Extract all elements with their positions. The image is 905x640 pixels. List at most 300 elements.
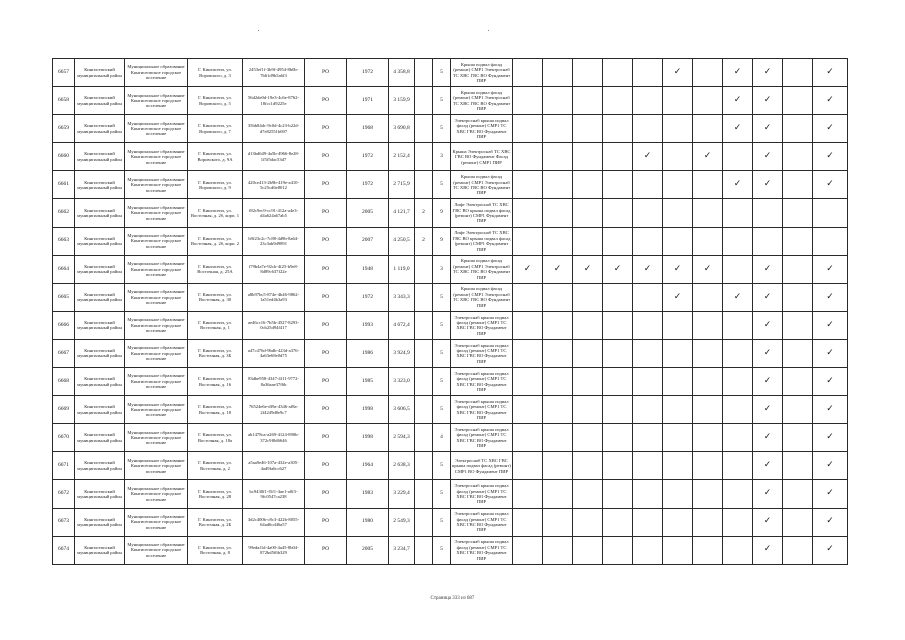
- checkmark-cell: [723, 339, 753, 367]
- works-list-cell: Электроснаб крыша подвал фасад (ремонт) СМР1 ТС ХВС ГВС ВО Фундамент ПИР: [451, 396, 513, 424]
- checkmark-cell: [783, 536, 813, 564]
- fias-code-cell: a8b97bc5-874e-4b46-9862-1a51ed4b3a93: [243, 283, 305, 311]
- fias-code-cell: f79b4a7e-92cb-4f25-b9e8-8d89c637f22e: [243, 255, 305, 283]
- table-row: [53, 143, 848, 171]
- checkmark-cell: ✓: [813, 480, 848, 508]
- register-table-container: [52, 58, 847, 565]
- address-cell: Г. Кингисепп, ул. Восточная, д. 2: [188, 452, 243, 480]
- checkmark-cell: [633, 536, 663, 564]
- checkmark-cell: [513, 368, 543, 396]
- address-cell: Г. Кингисепп, ул. Восточная, д. 18: [188, 396, 243, 424]
- checkmark-cell: [513, 59, 543, 87]
- checkmark-cell: [573, 452, 603, 480]
- works-list-cell: Крыша подвал фасад (ремонт) СМР1 Электроснаб ТС ХВС ГВС ВО Фундамент ПИР: [451, 255, 513, 283]
- checkmark-cell: [543, 536, 573, 564]
- checkmark-cell: [603, 115, 633, 143]
- entrances-cell: 9: [433, 227, 451, 255]
- row-number: 6672: [53, 480, 75, 508]
- checkmark-cell: [573, 143, 603, 171]
- table-row: [53, 171, 848, 199]
- municipality-cell: Муниципальное образование Кингисеппское городское поселение: [125, 171, 188, 199]
- municipality-cell: Муниципальное образование Кингисеппское городское поселение: [125, 508, 188, 536]
- checkmark-cell: ✓: [753, 143, 783, 171]
- fund-form-cell: РО: [305, 199, 347, 227]
- row-number: 6657: [53, 59, 75, 87]
- checkmark-cell: [603, 283, 633, 311]
- build-year-cell: 1986: [347, 339, 389, 367]
- checkmark-cell: ✓: [513, 255, 543, 283]
- checkmark-cell: ✓: [723, 59, 753, 87]
- fund-form-cell: РО: [305, 424, 347, 452]
- fund-form-cell: РО: [305, 452, 347, 480]
- fund-form-cell: РО: [305, 283, 347, 311]
- entrances-cell: 5: [433, 283, 451, 311]
- fund-form-cell: РО: [305, 171, 347, 199]
- works-list-cell: Электроснаб крыша подвал фасад (ремонт) СМР1 ТС ХВС ГВС ВО Фундамент ПИР: [451, 115, 513, 143]
- checkmark-cell: [693, 87, 723, 115]
- district-cell: Кингисеппский муниципальный район: [75, 199, 125, 227]
- fias-code-cell: bc9430f1-f5f1-4ae1-a0f3-9fc0547ca238: [243, 480, 305, 508]
- checkmark-cell: ✓: [813, 59, 848, 87]
- row-number: 6663: [53, 227, 75, 255]
- lifts-cell: [415, 59, 433, 87]
- address-cell: Г. Кингисепп, ул. Восточная, д. 28: [188, 480, 243, 508]
- table-row: [53, 396, 848, 424]
- checkmark-cell: [573, 311, 603, 339]
- fias-code-cell: a5aa9e46-107a-432e-a305-4ad9fa6cc627: [243, 452, 305, 480]
- checkmark-cell: [513, 311, 543, 339]
- checkmark-cell: [573, 480, 603, 508]
- checkmark-cell: [753, 227, 783, 255]
- municipality-cell: Муниципальное образование Кингисеппское городское поселение: [125, 283, 188, 311]
- checkmark-cell: [633, 283, 663, 311]
- checkmark-cell: [543, 508, 573, 536]
- entrances-cell: 5: [433, 368, 451, 396]
- address-cell: Г. Кингисепп, ул. Восточная, д. 18а: [188, 424, 243, 452]
- district-cell: Кингисеппский муниципальный район: [75, 452, 125, 480]
- checkmark-cell: [693, 396, 723, 424]
- area-cell: 4 121,7: [389, 199, 415, 227]
- lifts-cell: [415, 508, 433, 536]
- checkmark-cell: ✓: [723, 115, 753, 143]
- checkmark-cell: ✓: [753, 255, 783, 283]
- checkmark-cell: ✓: [543, 255, 573, 283]
- checkmark-cell: [663, 339, 693, 367]
- checkmark-cell: [633, 87, 663, 115]
- checkmark-cell: [603, 536, 633, 564]
- checkmark-cell: [693, 115, 723, 143]
- entrances-cell: 5: [433, 87, 451, 115]
- fund-form-cell: РО: [305, 87, 347, 115]
- checkmark-cell: ✓: [813, 87, 848, 115]
- table-row: [53, 227, 848, 255]
- checkmark-cell: [513, 508, 543, 536]
- row-number: 6666: [53, 311, 75, 339]
- checkmark-cell: [783, 143, 813, 171]
- lifts-cell: 2: [415, 227, 433, 255]
- entrances-cell: 3: [433, 143, 451, 171]
- fund-form-cell: РО: [305, 480, 347, 508]
- checkmark-cell: [603, 396, 633, 424]
- checkmark-cell: [783, 171, 813, 199]
- area-cell: 3 690,8: [389, 115, 415, 143]
- entrances-cell: 9: [433, 199, 451, 227]
- row-number: 6661: [53, 171, 75, 199]
- build-year-cell: 1964: [347, 452, 389, 480]
- checkmark-cell: [513, 87, 543, 115]
- checkmark-cell: ✓: [663, 255, 693, 283]
- entrances-cell: 5: [433, 59, 451, 87]
- district-cell: Кингисеппский муниципальный район: [75, 424, 125, 452]
- checkmark-cell: [573, 508, 603, 536]
- district-cell: Кингисеппский муниципальный район: [75, 311, 125, 339]
- fias-code-cell: f82c9ec9-cc91-412a-a4e3-d4a624a67ab5: [243, 199, 305, 227]
- works-list-cell: Лифт Электроснаб ТС ХВС ГВС ВО крыша подвал фасад (ремонт) СМР1 Фундамент ПИР: [451, 199, 513, 227]
- table-row: [53, 508, 848, 536]
- checkmark-cell: ✓: [753, 171, 783, 199]
- checkmark-cell: ✓: [753, 508, 783, 536]
- municipality-cell: Муниципальное образование Кингисеппское городское поселение: [125, 59, 188, 87]
- entrances-cell: 5: [433, 536, 451, 564]
- lifts-cell: [415, 536, 433, 564]
- checkmark-cell: ✓: [813, 424, 848, 452]
- table-row: [53, 339, 848, 367]
- checkmark-cell: [603, 311, 633, 339]
- checkmark-cell: [693, 536, 723, 564]
- checkmark-cell: [543, 396, 573, 424]
- checkmark-cell: [783, 115, 813, 143]
- entrances-cell: 5: [433, 115, 451, 143]
- area-cell: 3 606,5: [389, 396, 415, 424]
- checkmark-cell: [663, 368, 693, 396]
- checkmark-cell: [723, 536, 753, 564]
- checkmark-cell: [693, 368, 723, 396]
- checkmark-cell: [693, 508, 723, 536]
- checkmark-cell: [813, 227, 848, 255]
- checkmark-cell: [753, 199, 783, 227]
- address-cell: Г. Кингисепп, ул. Воровского, д. 9А: [188, 143, 243, 171]
- table-row: [53, 424, 848, 452]
- checkmark-cell: [633, 424, 663, 452]
- checkmark-cell: ✓: [813, 452, 848, 480]
- checkmark-cell: [783, 508, 813, 536]
- area-cell: 3 343,3: [389, 283, 415, 311]
- checkmark-cell: ✓: [813, 536, 848, 564]
- checkmark-cell: ✓: [753, 368, 783, 396]
- build-year-cell: 1983: [347, 480, 389, 508]
- checkmark-cell: [783, 424, 813, 452]
- checkmark-cell: [813, 199, 848, 227]
- address-cell: Г. Кингисепп, ул. Восточная, д. 3Б: [188, 339, 243, 367]
- checkmark-cell: [633, 115, 663, 143]
- checkmark-cell: [723, 508, 753, 536]
- municipality-cell: Муниципальное образование Кингисеппское городское поселение: [125, 368, 188, 396]
- checkmark-cell: ✓: [753, 424, 783, 452]
- checkmark-cell: [573, 283, 603, 311]
- checkmark-cell: [603, 143, 633, 171]
- fias-code-cell: ab1478ca-a269-4124-890b-372c9f8d6646: [243, 424, 305, 452]
- checkmark-cell: [543, 339, 573, 367]
- checkmark-cell: [513, 199, 543, 227]
- checkmark-cell: ✓: [813, 283, 848, 311]
- checkmark-cell: [663, 87, 693, 115]
- checkmark-cell: [663, 227, 693, 255]
- area-cell: 3 924,9: [389, 339, 415, 367]
- works-list-cell: Электроснаб крыша подвал фасад (ремонт) СМР1 ТС ХВС ГВС ВО Фундамент ПИР: [451, 536, 513, 564]
- area-cell: 4 250,5: [389, 227, 415, 255]
- fund-form-cell: РО: [305, 115, 347, 143]
- area-cell: 2 715,9: [389, 171, 415, 199]
- page-footer: Страница 333 из 687: [430, 596, 475, 601]
- address-cell: Г. Кингисепп, ул. Восточная, д. 1: [188, 311, 243, 339]
- entrances-cell: 5: [433, 508, 451, 536]
- entrances-cell: 5: [433, 171, 451, 199]
- area-cell: 3 234,7: [389, 536, 415, 564]
- checkmark-cell: ✓: [633, 143, 663, 171]
- address-cell: Г. Кингисепп, ул. Восточная, д. 8: [188, 536, 243, 564]
- checkmark-cell: [633, 311, 663, 339]
- lifts-cell: [415, 452, 433, 480]
- municipality-cell: Муниципальное образование Кингисеппское городское поселение: [125, 227, 188, 255]
- fias-code-cell: 99edaf1d-4a00-4a45-8b04-872bd5f6b329: [243, 536, 305, 564]
- address-cell: Г. Кингисепп, ул. Воровского, д. 7: [188, 115, 243, 143]
- checkmark-cell: [513, 396, 543, 424]
- row-number: 6664: [53, 255, 75, 283]
- checkmark-cell: [693, 452, 723, 480]
- checkmark-cell: ✓: [813, 339, 848, 367]
- checkmark-cell: [543, 227, 573, 255]
- checkmark-cell: [603, 199, 633, 227]
- checkmark-cell: [723, 311, 753, 339]
- row-number: 6673: [53, 508, 75, 536]
- district-cell: Кингисеппский муниципальный район: [75, 171, 125, 199]
- checkmark-cell: [723, 255, 753, 283]
- checkmark-cell: ✓: [813, 396, 848, 424]
- checkmark-cell: ✓: [753, 452, 783, 480]
- lifts-cell: [415, 368, 433, 396]
- build-year-cell: 1972: [347, 171, 389, 199]
- fias-code-cell: 35bb84dc-9c0d-4c23-b22d-d7e82551b697: [243, 115, 305, 143]
- build-year-cell: 1985: [347, 368, 389, 396]
- municipality-cell: Муниципальное образование Кингисеппское городское поселение: [125, 87, 188, 115]
- checkmark-cell: [633, 199, 663, 227]
- checkmark-cell: ✓: [813, 115, 848, 143]
- checkmark-cell: [693, 480, 723, 508]
- checkmark-cell: [513, 424, 543, 452]
- row-number: 6674: [53, 536, 75, 564]
- checkmark-cell: [663, 452, 693, 480]
- checkmark-cell: [573, 424, 603, 452]
- checkmark-cell: ✓: [633, 255, 663, 283]
- checkmark-cell: ✓: [663, 59, 693, 87]
- checkmark-cell: [573, 171, 603, 199]
- checkmark-cell: [513, 283, 543, 311]
- checkmark-cell: [543, 452, 573, 480]
- checkmark-cell: [723, 199, 753, 227]
- fund-form-cell: РО: [305, 396, 347, 424]
- table-row: [53, 255, 848, 283]
- area-cell: 2 594,3: [389, 424, 415, 452]
- checkmark-cell: [543, 424, 573, 452]
- area-cell: 3 229,4: [389, 480, 415, 508]
- table-row: [53, 480, 848, 508]
- checkmark-cell: [693, 199, 723, 227]
- scan-speck: [488, 30, 489, 31]
- checkmark-cell: [603, 339, 633, 367]
- housing-register-table: [52, 58, 848, 565]
- checkmark-cell: [513, 227, 543, 255]
- row-number: 6659: [53, 115, 75, 143]
- checkmark-cell: ✓: [753, 339, 783, 367]
- checkmark-cell: [633, 508, 663, 536]
- district-cell: Кингисеппский муниципальный район: [75, 59, 125, 87]
- municipality-cell: Муниципальное образование Кингисеппское городское поселение: [125, 536, 188, 564]
- checkmark-cell: [693, 283, 723, 311]
- row-number: 6660: [53, 143, 75, 171]
- checkmark-cell: ✓: [723, 87, 753, 115]
- checkmark-cell: [723, 368, 753, 396]
- municipality-cell: Муниципальное образование Кингисеппское городское поселение: [125, 480, 188, 508]
- district-cell: Кингисеппский муниципальный район: [75, 339, 125, 367]
- table-row: [53, 452, 848, 480]
- checkmark-cell: ✓: [693, 255, 723, 283]
- checkmark-cell: [633, 480, 663, 508]
- checkmark-cell: [693, 339, 723, 367]
- works-list-cell: Электроснаб ТС ХВС ГВС крыша подвал фасад (ремонт) СМР1 ВО Фундамент ПИР: [451, 452, 513, 480]
- checkmark-cell: [783, 339, 813, 367]
- district-cell: Кингисеппский муниципальный район: [75, 368, 125, 396]
- row-number: 6665: [53, 283, 75, 311]
- entrances-cell: 4: [433, 424, 451, 452]
- row-number: 6667: [53, 339, 75, 367]
- address-cell: Г. Кингисепп, ул. Восточная, д. 16: [188, 368, 243, 396]
- entrances-cell: 5: [433, 480, 451, 508]
- table-row: [53, 115, 848, 143]
- checkmark-cell: ✓: [693, 143, 723, 171]
- checkmark-cell: ✓: [753, 311, 783, 339]
- table-row: [53, 199, 848, 227]
- build-year-cell: 2005: [347, 199, 389, 227]
- checkmark-cell: [573, 396, 603, 424]
- checkmark-cell: [663, 171, 693, 199]
- fund-form-cell: РО: [305, 255, 347, 283]
- checkmark-cell: [543, 115, 573, 143]
- checkmark-cell: ✓: [753, 59, 783, 87]
- checkmark-cell: [543, 368, 573, 396]
- checkmark-cell: [783, 59, 813, 87]
- works-list-cell: Электроснаб крыша подвал фасад (ремонт) СМР1 ТС ХВС ГВС ВО Фундамент ПИР: [451, 368, 513, 396]
- district-cell: Кингисеппский муниципальный район: [75, 87, 125, 115]
- checkmark-cell: [633, 59, 663, 87]
- table-row: [53, 59, 848, 87]
- checkmark-cell: [693, 227, 723, 255]
- row-number: 6671: [53, 452, 75, 480]
- checkmark-cell: [723, 227, 753, 255]
- lifts-cell: [415, 87, 433, 115]
- checkmark-cell: ✓: [813, 368, 848, 396]
- checkmark-cell: [603, 87, 633, 115]
- checkmark-cell: [723, 452, 753, 480]
- area-cell: 4 358,8: [389, 59, 415, 87]
- checkmark-cell: [573, 87, 603, 115]
- checkmark-cell: ✓: [753, 87, 783, 115]
- checkmark-cell: ✓: [663, 283, 693, 311]
- build-year-cell: 1948: [347, 255, 389, 283]
- checkmark-cell: [573, 59, 603, 87]
- checkmark-cell: [543, 59, 573, 87]
- checkmark-cell: [783, 368, 813, 396]
- checkmark-cell: [633, 452, 663, 480]
- build-year-cell: 1980: [347, 508, 389, 536]
- checkmark-cell: [603, 59, 633, 87]
- row-number: 6669: [53, 396, 75, 424]
- fund-form-cell: РО: [305, 59, 347, 87]
- scan-speck: [258, 30, 259, 31]
- build-year-cell: 1972: [347, 143, 389, 171]
- lifts-cell: [415, 311, 433, 339]
- checkmark-cell: [603, 171, 633, 199]
- build-year-cell: 1971: [347, 87, 389, 115]
- area-cell: 4 672,4: [389, 311, 415, 339]
- checkmark-cell: ✓: [813, 311, 848, 339]
- checkmark-cell: [573, 227, 603, 255]
- checkmark-cell: [783, 87, 813, 115]
- district-cell: Кингисеппский муниципальный район: [75, 227, 125, 255]
- build-year-cell: 1993: [347, 311, 389, 339]
- area-cell: 1 119,0: [389, 255, 415, 283]
- fund-form-cell: РО: [305, 536, 347, 564]
- checkmark-cell: ✓: [753, 115, 783, 143]
- area-cell: 2 638,3: [389, 452, 415, 480]
- build-year-cell: 1968: [347, 115, 389, 143]
- checkmark-cell: [783, 283, 813, 311]
- fias-code-cell: d13bd649-4a5b-4966-8e28-1f5f5dac53d7: [243, 143, 305, 171]
- lifts-cell: [415, 171, 433, 199]
- fias-code-cell: a47c476d-9bdb-423d-a376-4a63e68e0d75: [243, 339, 305, 367]
- address-cell: Г. Кингисепп, ул. Воровского, д. 5: [188, 87, 243, 115]
- fias-code-cell: ae46cc16-7b5b-4527-8293-0cb25d94f417: [243, 311, 305, 339]
- fias-code-cell: 2453ef1f-3b9f-4954-8b0b-7b61d9b5a6f3: [243, 59, 305, 87]
- checkmark-cell: [513, 480, 543, 508]
- row-number: 6658: [53, 87, 75, 115]
- checkmark-cell: [783, 452, 813, 480]
- table-row: [53, 368, 848, 396]
- fund-form-cell: РО: [305, 227, 347, 255]
- address-cell: Г. Кингисепп, ул. Воровского, д. 9: [188, 171, 243, 199]
- entrances-cell: 5: [433, 452, 451, 480]
- lifts-cell: 2: [415, 199, 433, 227]
- row-number: 6662: [53, 199, 75, 227]
- checkmark-cell: ✓: [573, 255, 603, 283]
- checkmark-cell: ✓: [813, 143, 848, 171]
- works-list-cell: Крыша подвал фасад (ремонт) СМР1 Электроснаб ТС ХВС ГВС ВО Фундамент ПИР: [451, 59, 513, 87]
- lifts-cell: [415, 424, 433, 452]
- checkmark-cell: [693, 424, 723, 452]
- checkmark-cell: ✓: [813, 171, 848, 199]
- municipality-cell: Муниципальное образование Кингисеппское городское поселение: [125, 311, 188, 339]
- fund-form-cell: РО: [305, 368, 347, 396]
- build-year-cell: 1972: [347, 59, 389, 87]
- checkmark-cell: [543, 199, 573, 227]
- checkmark-cell: ✓: [753, 480, 783, 508]
- district-cell: Кингисеппский муниципальный район: [75, 480, 125, 508]
- checkmark-cell: [513, 339, 543, 367]
- checkmark-cell: [783, 255, 813, 283]
- municipality-cell: Муниципальное образование Кингисеппское городское поселение: [125, 115, 188, 143]
- address-cell: Г. Кингисепп, ул. Восточная, д. 25А: [188, 255, 243, 283]
- checkmark-cell: ✓: [813, 508, 848, 536]
- fund-form-cell: РО: [305, 311, 347, 339]
